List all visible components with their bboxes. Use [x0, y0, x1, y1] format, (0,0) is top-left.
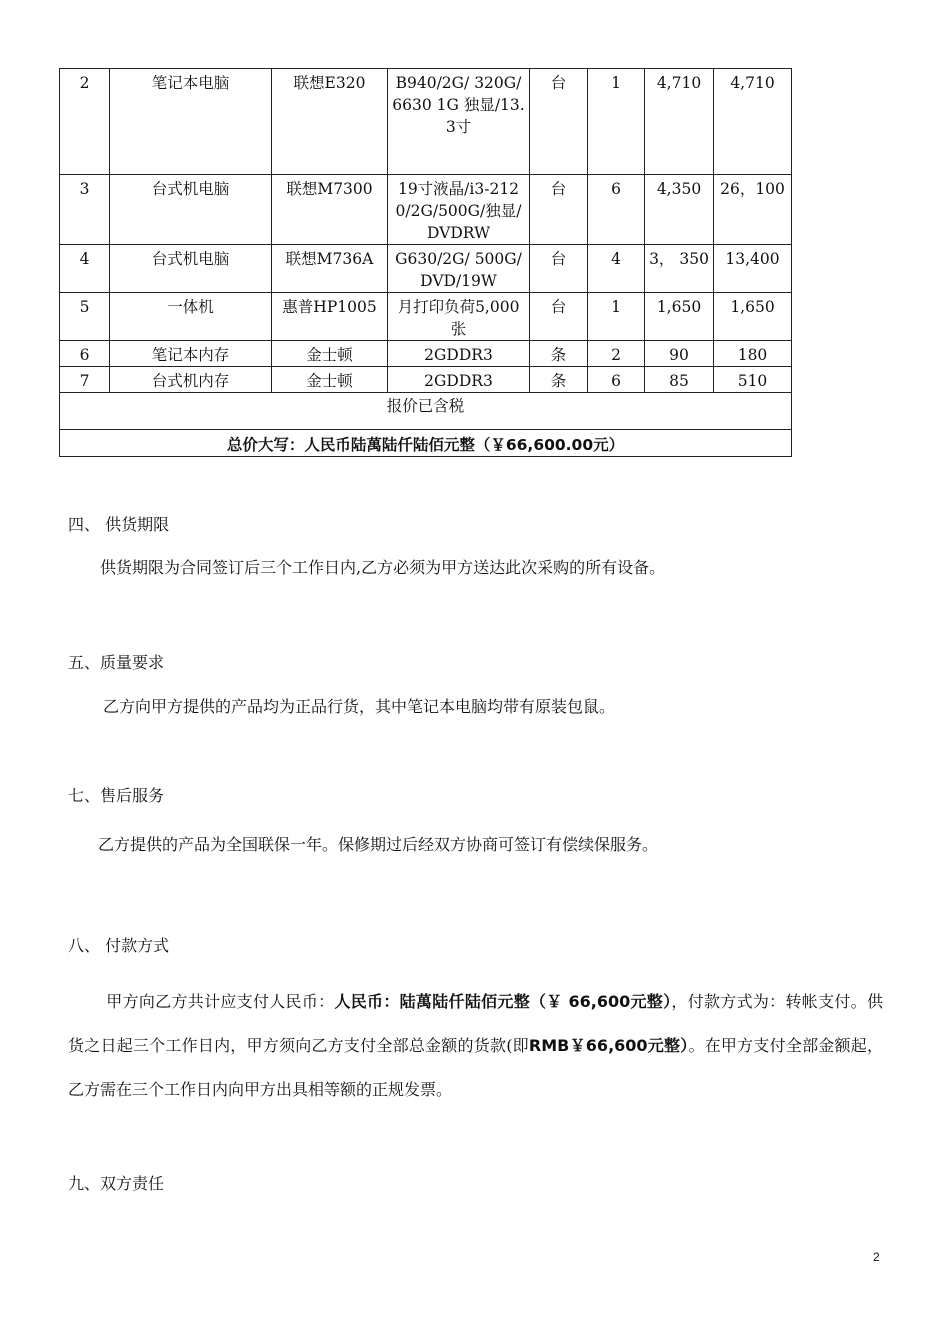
payment-amount-words: 人民币：陆萬陆仟陆佰元整（￥ 66,600元整）	[334, 992, 672, 1011]
section-5-title: 五、质量要求	[68, 653, 165, 672]
cell-no: 5	[60, 293, 110, 341]
cell-name: 笔记本电脑	[110, 69, 272, 175]
page-number: 2	[873, 1250, 880, 1264]
cell-amount: 4,710	[714, 69, 792, 175]
cell-unit: 台	[530, 69, 588, 175]
section-8-title: 八、 付款方式	[68, 936, 170, 955]
table-row	[60, 341, 792, 367]
cell-name: 笔记本内存	[110, 341, 272, 367]
cell-qty: 1	[588, 69, 645, 175]
cell-no: 2	[60, 69, 110, 175]
cell-price: 4,350	[645, 175, 714, 245]
cell-name: 台式机电脑	[110, 245, 272, 293]
cell-qty: 6	[588, 367, 645, 393]
cell-qty: 1	[588, 293, 645, 341]
cell-price: 1,650	[645, 293, 714, 341]
section-5-body: 乙方向甲方提供的产品均为正品行货，其中笔记本电脑均带有原装包鼠。	[103, 697, 616, 716]
total-amount: 总价大写：人民币陆萬陆仟陆佰元整（￥66,600.00元）	[60, 430, 792, 457]
cell-spec: 19寸液晶/i3-2120/2G/500G/独显/DVDRW	[388, 175, 530, 245]
cell-spec: 2GDDR3	[388, 341, 530, 367]
cell-model: 惠普HP1005	[272, 293, 388, 341]
payment-text-3: 。在甲方支付全部金额起，乙方需在三个工作日内向甲方出具相等额的正规发票。	[68, 1036, 883, 1099]
table-row	[60, 367, 792, 393]
cell-model: 金士顿	[272, 367, 388, 393]
tax-note-row	[60, 393, 792, 430]
table-row	[60, 175, 792, 245]
tax-note: 报价已含税	[60, 393, 792, 430]
cell-unit: 台	[530, 245, 588, 293]
cell-amount: 510	[714, 367, 792, 393]
cell-unit: 条	[530, 367, 588, 393]
section-7-body: 乙方提供的产品为全国联保一年。保修期过后经双方协商可签订有偿续保服务。	[98, 835, 659, 854]
cell-qty: 6	[588, 175, 645, 245]
cell-name: 台式机电脑	[110, 175, 272, 245]
cell-model: 联想M736A	[272, 245, 388, 293]
table-row	[60, 245, 792, 293]
cell-name: 一体机	[110, 293, 272, 341]
cell-no: 4	[60, 245, 110, 293]
cell-model: 金士顿	[272, 341, 388, 367]
section-4-body: 供货期限为合同签订后三个工作日内,乙方必须为甲方送达此次采购的所有设备。	[100, 558, 666, 577]
table-row	[60, 69, 792, 175]
total-row	[60, 430, 792, 457]
payment-amount-rmb: RMB￥66,600元整）	[528, 1036, 689, 1055]
cell-amount: 13,400	[714, 245, 792, 293]
section-4-title: 四、 供货期限	[68, 515, 170, 534]
cell-no: 7	[60, 367, 110, 393]
cell-unit: 条	[530, 341, 588, 367]
cell-model: 联想M7300	[272, 175, 388, 245]
cell-price: 3， 350	[645, 245, 714, 293]
section-9-title: 九、双方责任	[68, 1174, 165, 1193]
cell-price: 90	[645, 341, 714, 367]
section-7-title: 七、售后服务	[68, 786, 165, 805]
cell-spec: 月打印负荷5,000张	[388, 293, 530, 341]
quote-table	[59, 68, 792, 457]
cell-amount: 1,650	[714, 293, 792, 341]
cell-no: 6	[60, 341, 110, 367]
cell-amount: 26，100	[714, 175, 792, 245]
cell-unit: 台	[530, 293, 588, 341]
cell-amount: 180	[714, 341, 792, 367]
cell-spec: B940/2G/ 320G/6630 1G 独显/13.3寸	[388, 69, 530, 175]
cell-no: 3	[60, 175, 110, 245]
cell-price: 85	[645, 367, 714, 393]
cell-qty: 4	[588, 245, 645, 293]
cell-name: 台式机内存	[110, 367, 272, 393]
cell-spec: 2GDDR3	[388, 367, 530, 393]
payment-text-1: 甲方向乙方共计应支付人民币：	[106, 992, 335, 1011]
cell-unit: 台	[530, 175, 588, 245]
cell-spec: G630/2G/ 500G/DVD/19W	[388, 245, 530, 293]
cell-price: 4,710	[645, 69, 714, 175]
section-8-body	[68, 980, 883, 1112]
cell-qty: 2	[588, 341, 645, 367]
cell-model: 联想E320	[272, 69, 388, 175]
table-row	[60, 293, 792, 341]
payment-text-2: ，付款方式为：转帐支付。供货之日起三个工作日内，甲方须向乙方支付全部总金额的货款(即	[68, 992, 883, 1055]
